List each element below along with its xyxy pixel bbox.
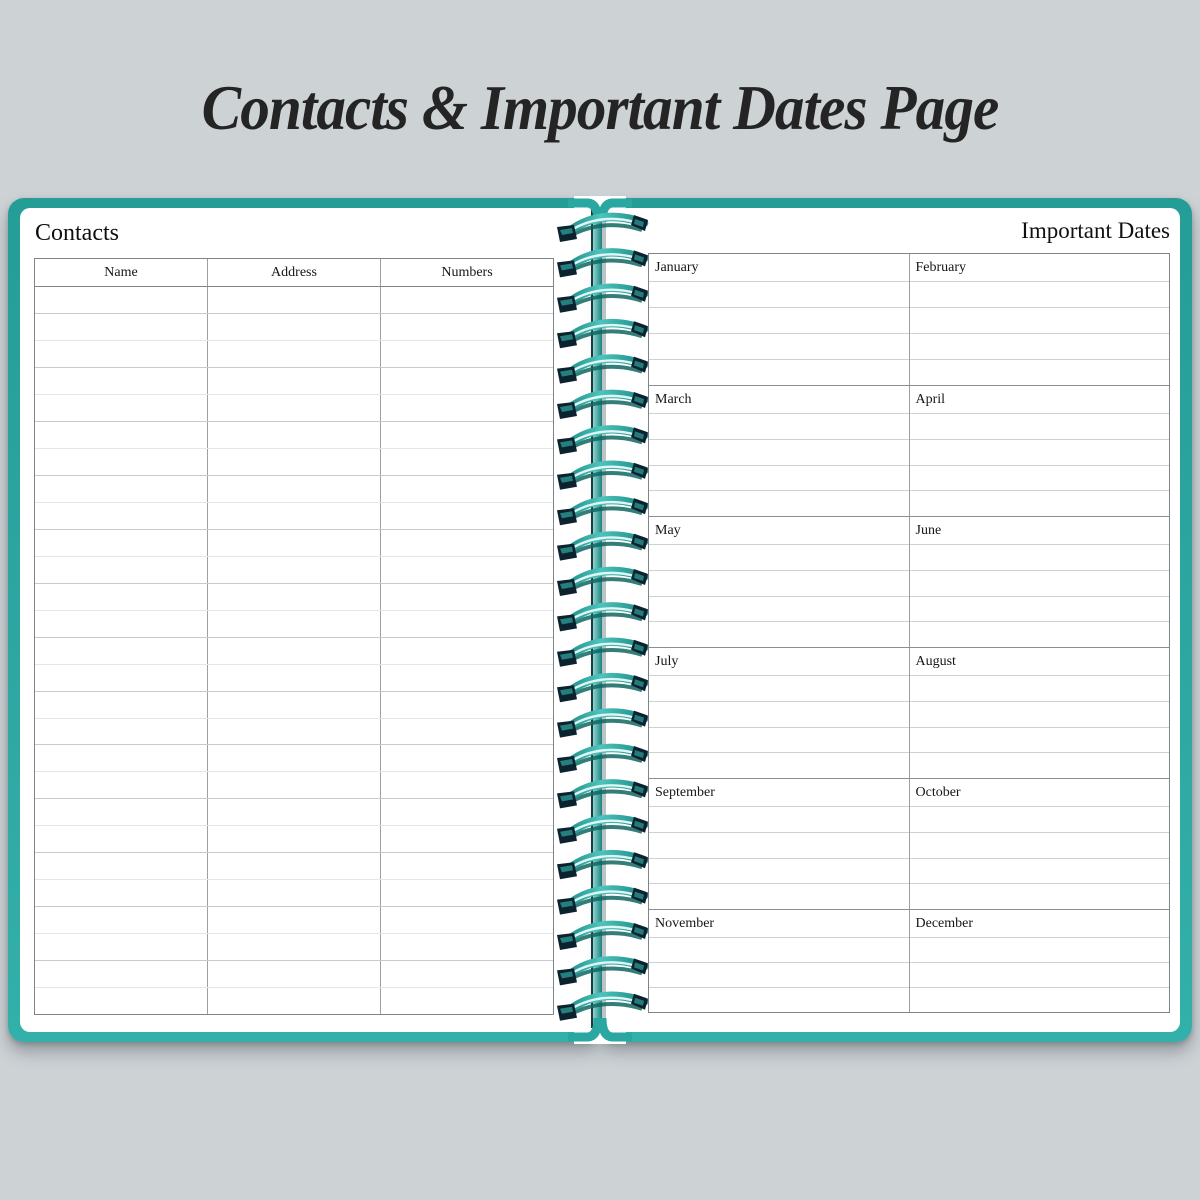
- month-label: July: [655, 654, 679, 669]
- blank-cell: [207, 341, 380, 367]
- left-page-paper: [20, 208, 598, 1032]
- blank-cell: [35, 880, 207, 906]
- month-label: October: [915, 785, 961, 800]
- blank-cell: [35, 826, 207, 852]
- blank-line: [910, 333, 1170, 359]
- blank-line: [649, 621, 909, 647]
- blank-line: [649, 359, 909, 385]
- blank-cell: [207, 476, 380, 502]
- blank-cell: [207, 692, 380, 718]
- contacts-blank-row: [35, 772, 553, 799]
- month-cell-october: [909, 779, 1170, 909]
- blank-cell: [380, 557, 553, 583]
- blank-line: [649, 752, 909, 778]
- blank-cell: [35, 341, 207, 367]
- blank-line: [910, 439, 1170, 465]
- blank-cell: [380, 880, 553, 906]
- blank-cell: [380, 961, 553, 987]
- blank-line: [649, 490, 909, 516]
- blank-cell: [35, 476, 207, 502]
- blank-cell: [380, 611, 553, 637]
- blank-cell: [35, 961, 207, 987]
- blank-line: [649, 727, 909, 753]
- blank-cell: [207, 395, 380, 421]
- month-cell-july: [649, 648, 909, 778]
- contacts-blank-row: [35, 692, 553, 719]
- blank-cell: [35, 799, 207, 825]
- blank-cell: [207, 826, 380, 852]
- blank-cell: [380, 988, 553, 1014]
- left-page: [8, 198, 598, 1042]
- month-label: September: [655, 785, 715, 800]
- month-cell-september: [649, 779, 909, 909]
- contacts-blank-row: [35, 934, 553, 961]
- blank-line: [649, 439, 909, 465]
- month-cell-march: [649, 386, 909, 516]
- contacts-blank-row: [35, 530, 553, 557]
- blank-cell: [380, 422, 553, 448]
- blank-cell: [380, 530, 553, 556]
- column-header-address: Address: [207, 259, 380, 286]
- blank-line: [910, 621, 1170, 647]
- column-header-numbers: Numbers: [380, 259, 553, 286]
- month-label: December: [915, 916, 974, 931]
- blank-cell: [35, 584, 207, 610]
- contacts-blank-row: [35, 799, 553, 826]
- important-dates-table: [648, 253, 1170, 1013]
- right-page-paper: [602, 208, 1180, 1032]
- blank-cell: [380, 287, 553, 313]
- contacts-blank-row: [35, 611, 553, 638]
- contacts-blank-row: [35, 745, 553, 772]
- month-cell-august: [909, 648, 1170, 778]
- contacts-table-body: [35, 287, 553, 1014]
- blank-cell: [207, 907, 380, 933]
- contacts-blank-row: [35, 395, 553, 422]
- month-label: April: [915, 392, 946, 407]
- blank-cell: [207, 314, 380, 340]
- blank-cell: [380, 799, 553, 825]
- blank-line: [649, 596, 909, 622]
- blank-cell: [207, 557, 380, 583]
- right-page: [602, 198, 1192, 1042]
- blank-cell: [207, 880, 380, 906]
- month-row-group: [649, 385, 1169, 516]
- blank-cell: [380, 772, 553, 798]
- blank-line: [910, 490, 1170, 516]
- blank-cell: [35, 287, 207, 313]
- blank-cell: [380, 395, 553, 421]
- blank-line: [910, 596, 1170, 622]
- blank-cell: [35, 422, 207, 448]
- contacts-blank-row: [35, 287, 553, 314]
- blank-line: [649, 701, 909, 727]
- contacts-heading: Contacts: [35, 220, 119, 246]
- blank-cell: [380, 476, 553, 502]
- blank-line: [910, 806, 1170, 832]
- important-dates-heading: Important Dates: [1021, 218, 1170, 243]
- blank-cell: [207, 287, 380, 313]
- month-label: March: [655, 392, 692, 407]
- contacts-blank-row: [35, 368, 553, 395]
- cover-curve-bottom-left: [568, 1018, 598, 1037]
- blank-line: [910, 281, 1170, 307]
- month-row-group: [649, 254, 1169, 385]
- blank-line: [649, 465, 909, 491]
- blank-line: [910, 832, 1170, 858]
- column-header-name: Name: [104, 265, 138, 280]
- contacts-table: [34, 258, 554, 1015]
- blank-line: [649, 333, 909, 359]
- month-row-group: [649, 647, 1169, 778]
- contacts-blank-row: [35, 503, 553, 530]
- blank-line: [910, 987, 1170, 1012]
- contacts-blank-row: [35, 853, 553, 880]
- page-title: Contacts & Important Dates Page: [201, 73, 999, 143]
- contacts-blank-row: [35, 314, 553, 341]
- blank-cell: [35, 907, 207, 933]
- blank-line: [910, 937, 1170, 962]
- blank-line: [649, 883, 909, 909]
- blank-line: [649, 937, 909, 962]
- contacts-blank-row: [35, 341, 553, 368]
- blank-line: [649, 832, 909, 858]
- blank-cell: [207, 719, 380, 745]
- blank-cell: [380, 314, 553, 340]
- blank-cell: [35, 449, 207, 475]
- contacts-blank-row: [35, 826, 553, 853]
- blank-cell: [207, 368, 380, 394]
- blank-line: [649, 307, 909, 333]
- blank-line: [649, 675, 909, 701]
- contacts-blank-row: [35, 907, 553, 934]
- blank-cell: [380, 745, 553, 771]
- month-label: February: [915, 260, 967, 275]
- blank-cell: [207, 422, 380, 448]
- blank-line: [649, 858, 909, 884]
- blank-cell: [35, 395, 207, 421]
- month-label: May: [655, 523, 681, 538]
- contacts-blank-row: [35, 880, 553, 907]
- blank-cell: [35, 745, 207, 771]
- blank-line: [910, 752, 1170, 778]
- month-cell-december: [909, 910, 1170, 1012]
- blank-cell: [35, 557, 207, 583]
- month-cell-february: [909, 254, 1170, 385]
- contacts-blank-row: [35, 584, 553, 611]
- blank-cell: [380, 719, 553, 745]
- blank-cell: [35, 988, 207, 1014]
- blank-cell: [380, 341, 553, 367]
- blank-cell: [380, 853, 553, 879]
- blank-line: [649, 987, 909, 1012]
- blank-line: [649, 962, 909, 987]
- blank-cell: [35, 503, 207, 529]
- blank-cell: [380, 449, 553, 475]
- blank-line: [910, 858, 1170, 884]
- blank-line: [910, 883, 1170, 909]
- blank-line: [910, 675, 1170, 701]
- blank-line: [649, 281, 909, 307]
- blank-cell: [207, 961, 380, 987]
- blank-cell: [380, 934, 553, 960]
- blank-line: [910, 307, 1170, 333]
- blank-cell: [380, 503, 553, 529]
- month-cell-november: [649, 910, 909, 1012]
- blank-line: [910, 413, 1170, 439]
- blank-cell: [380, 692, 553, 718]
- contacts-blank-row: [35, 557, 553, 584]
- month-label: August: [915, 654, 956, 669]
- blank-cell: [35, 530, 207, 556]
- blank-cell: [35, 692, 207, 718]
- contacts-blank-row: [35, 719, 553, 746]
- blank-line: [910, 359, 1170, 385]
- month-cell-january: [649, 254, 909, 385]
- blank-line: [910, 570, 1170, 596]
- blank-cell: [380, 638, 553, 664]
- month-row-group: [649, 778, 1169, 909]
- blank-cell: [35, 853, 207, 879]
- blank-cell: [35, 638, 207, 664]
- blank-cell: [35, 719, 207, 745]
- blank-line: [649, 570, 909, 596]
- contacts-blank-row: [35, 988, 553, 1014]
- notebook: [8, 198, 1192, 1042]
- blank-cell: [207, 611, 380, 637]
- blank-cell: [207, 449, 380, 475]
- spiral-binding: [548, 196, 652, 1044]
- blank-cell: [207, 665, 380, 691]
- blank-line: [910, 701, 1170, 727]
- blank-cell: [207, 745, 380, 771]
- blank-cell: [207, 772, 380, 798]
- blank-cell: [35, 665, 207, 691]
- blank-line: [649, 413, 909, 439]
- contacts-blank-row: [35, 665, 553, 692]
- month-row-group: [649, 909, 1169, 1012]
- contacts-blank-row: [35, 476, 553, 503]
- month-cell-april: [909, 386, 1170, 516]
- blank-line: [649, 806, 909, 832]
- blank-line: [910, 727, 1170, 753]
- contacts-blank-row: [35, 422, 553, 449]
- blank-cell: [207, 934, 380, 960]
- blank-cell: [380, 368, 553, 394]
- blank-cell: [380, 826, 553, 852]
- month-cell-may: [649, 517, 909, 647]
- month-label: January: [655, 260, 699, 275]
- blank-cell: [207, 530, 380, 556]
- blank-cell: [207, 584, 380, 610]
- blank-cell: [380, 907, 553, 933]
- blank-cell: [35, 772, 207, 798]
- blank-line: [910, 544, 1170, 570]
- month-cell-june: [909, 517, 1170, 647]
- blank-cell: [35, 368, 207, 394]
- blank-line: [649, 544, 909, 570]
- contacts-blank-row: [35, 449, 553, 476]
- blank-cell: [207, 503, 380, 529]
- contacts-table-header: [35, 259, 553, 287]
- month-row-group: [649, 516, 1169, 647]
- blank-cell: [207, 638, 380, 664]
- blank-cell: [207, 853, 380, 879]
- cover-curve-bottom-right: [602, 1018, 632, 1037]
- blank-cell: [380, 665, 553, 691]
- blank-line: [910, 962, 1170, 987]
- blank-cell: [35, 611, 207, 637]
- blank-line: [910, 465, 1170, 491]
- month-label: June: [915, 523, 942, 538]
- blank-cell: [35, 934, 207, 960]
- blank-cell: [207, 799, 380, 825]
- contacts-blank-row: [35, 638, 553, 665]
- blank-cell: [380, 584, 553, 610]
- month-label: November: [655, 916, 715, 931]
- blank-cell: [35, 314, 207, 340]
- contacts-blank-row: [35, 961, 553, 988]
- blank-cell: [207, 988, 380, 1014]
